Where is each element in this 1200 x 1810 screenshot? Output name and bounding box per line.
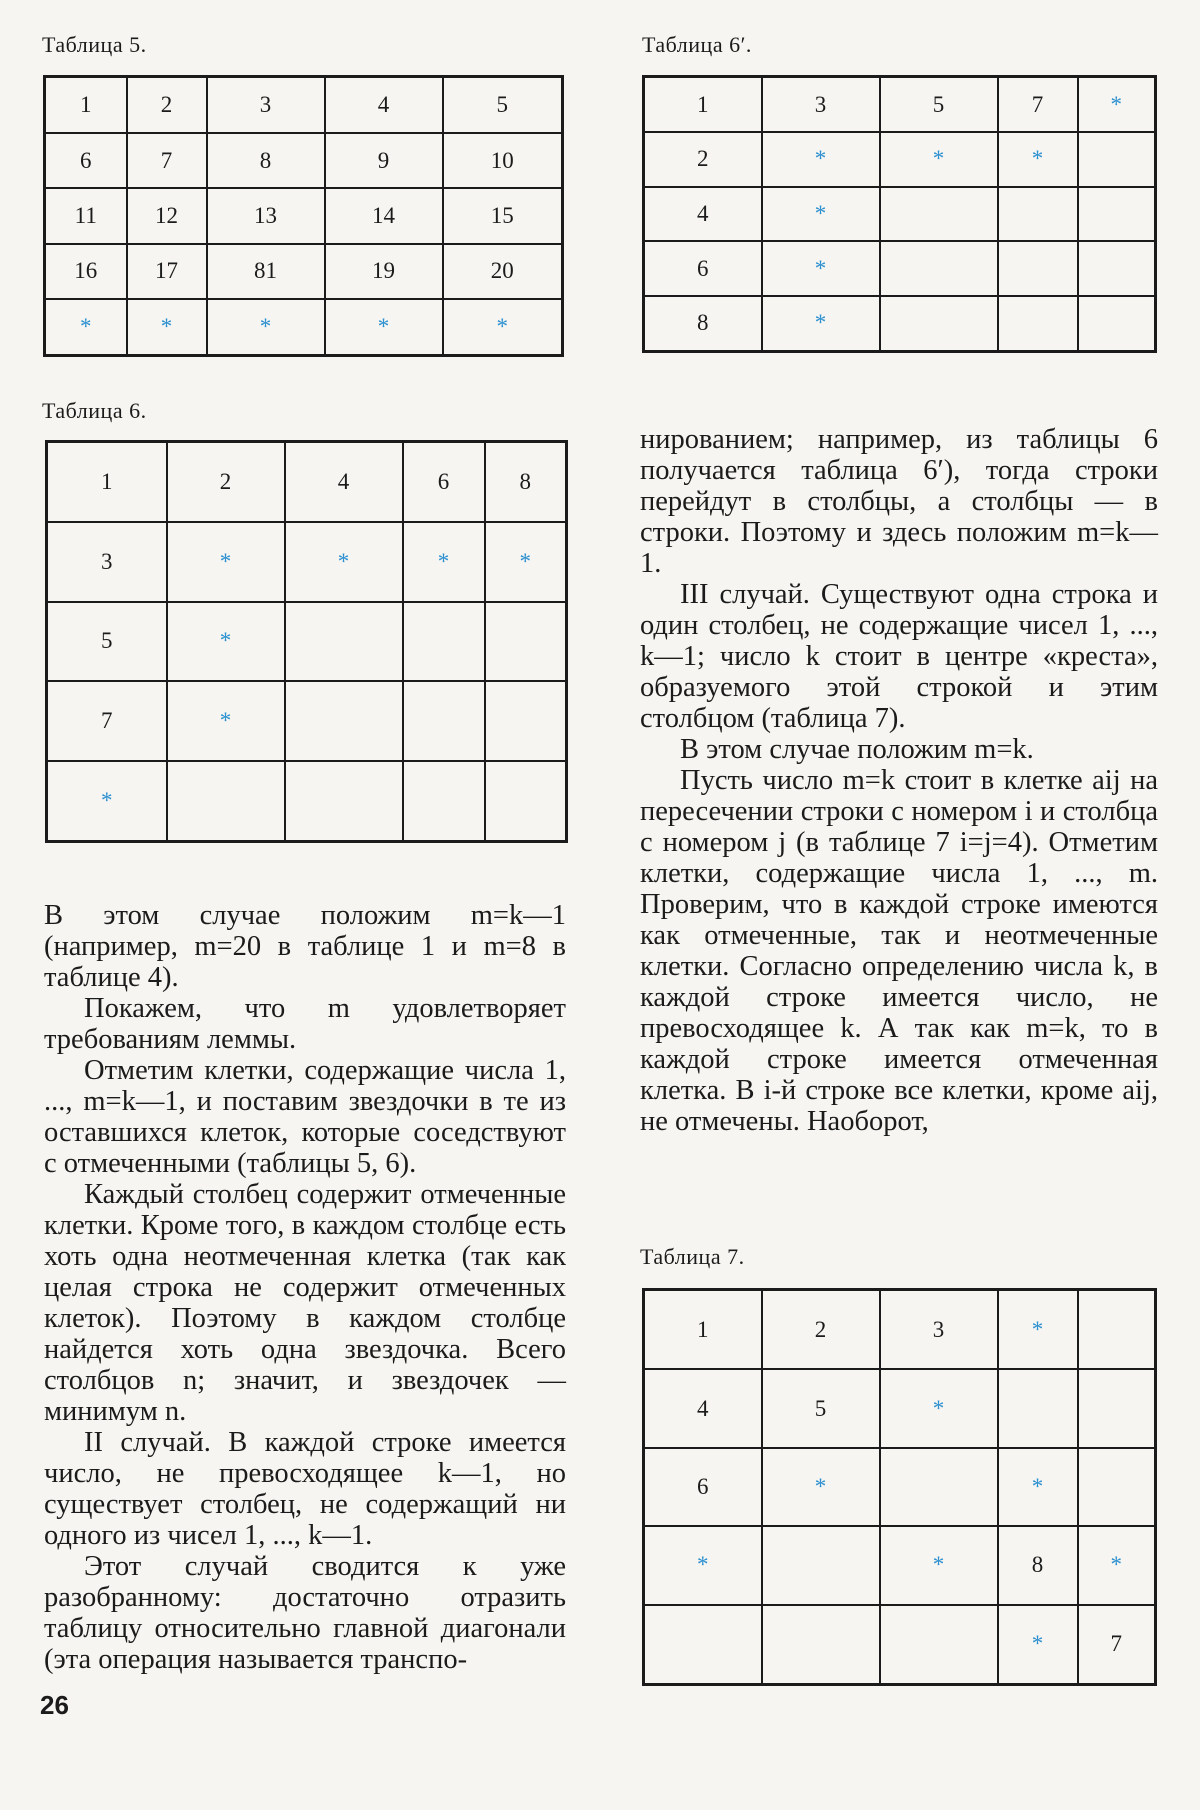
table-5: [43, 75, 564, 357]
table-cell: 8: [485, 442, 567, 523]
table-row: [47, 761, 567, 842]
table-row: [47, 681, 567, 760]
table-cell: [285, 602, 403, 681]
table-cell: [167, 761, 285, 842]
left-column-text: [44, 900, 566, 1675]
table-cell: *: [45, 299, 127, 355]
table-row: [47, 602, 567, 681]
table-cell: [998, 187, 1078, 242]
table-cell: 12: [127, 188, 207, 243]
table-cell: *: [998, 1448, 1078, 1526]
table-cell: [880, 1448, 998, 1526]
table-cell: [880, 241, 998, 296]
table-row: [644, 132, 1156, 187]
table-cell: 3: [47, 522, 167, 601]
table-cell: *: [762, 296, 880, 352]
table-row: [644, 187, 1156, 242]
table-cell: 19: [325, 244, 443, 299]
table-6-prime: [642, 75, 1157, 353]
table-row: [47, 442, 567, 523]
table-cell: *: [403, 522, 485, 601]
table-cell: [1078, 1290, 1156, 1370]
table-cell: 16: [45, 244, 127, 299]
table-cell: 4: [325, 77, 443, 133]
table-cell: *: [880, 1369, 998, 1447]
table-cell: *: [47, 761, 167, 842]
table-cell: *: [998, 132, 1078, 187]
table-cell: *: [880, 132, 998, 187]
table-cell: [485, 681, 567, 760]
table-cell: [998, 241, 1078, 296]
table-cell: 81: [207, 244, 325, 299]
table-cell: 6: [644, 1448, 762, 1526]
table-row: [644, 1605, 1156, 1685]
table-cell: *: [207, 299, 325, 355]
table-cell: *: [127, 299, 207, 355]
table-cell: 13: [207, 188, 325, 243]
table-cell: 3: [880, 1290, 998, 1370]
table-cell: *: [167, 522, 285, 601]
table-cell: [285, 681, 403, 760]
table-cell: 5: [47, 602, 167, 681]
table-cell: 6: [403, 442, 485, 523]
table-cell: [998, 1369, 1078, 1447]
table-cell: *: [762, 187, 880, 242]
table-cell: 20: [443, 244, 563, 299]
paragraph: Этот случай сводится к уже разобранному: достаточно отразить таблицу относительно главной диагонали (эта операция называется транспо-: [44, 1551, 566, 1675]
table-cell: *: [998, 1290, 1078, 1370]
page-number: 26: [40, 1690, 69, 1720]
table-row: [644, 1448, 1156, 1526]
table-6: [45, 440, 568, 843]
paragraph: В этом случае положим m=k—1 (например, m=20 в таблице 1 и m=8 в таблице 4).: [44, 900, 566, 993]
table-cell: [1078, 132, 1156, 187]
table-cell: *: [1078, 77, 1156, 133]
right-column-text: [640, 424, 1158, 1137]
table-cell: 2: [127, 77, 207, 133]
table-cell: [644, 1605, 762, 1685]
table-cell: 7: [1078, 1605, 1156, 1685]
table-cell: [1078, 1448, 1156, 1526]
table-cell: 7: [47, 681, 167, 760]
table-row: [47, 522, 567, 601]
table-cell: 1: [644, 1290, 762, 1370]
table-row: [644, 241, 1156, 296]
table-cell: 3: [207, 77, 325, 133]
table-cell: *: [762, 132, 880, 187]
table-row: [644, 1290, 1156, 1370]
table-cell: 17: [127, 244, 207, 299]
table-cell: 8: [998, 1526, 1078, 1604]
table-row: [45, 133, 563, 188]
table-cell: [880, 1605, 998, 1685]
table-cell: [403, 602, 485, 681]
paragraph: III случай. Существуют одна строка и один столбец, не содержащие чисел 1, ..., k—1; число k стоит в центре «креста», образуемого этой строкой и этим столбцом (таблица 7).: [640, 579, 1158, 734]
table-cell: 8: [644, 296, 762, 352]
table-cell: [485, 602, 567, 681]
paragraph: Покажем, что m удовлетворяет требованиям леммы.: [44, 993, 566, 1055]
caption-table-6: Таблица 6.: [42, 398, 147, 423]
table-cell: 5: [762, 1369, 880, 1447]
table-cell: [403, 681, 485, 760]
caption-table-6-prime: Таблица 6′.: [642, 32, 752, 57]
table-row: [45, 244, 563, 299]
paragraph: Каждый столбец содержит отмеченные клетки. Кроме того, в каждом столбце есть хоть одна неотмеченная клетка (так как целая строка не содержит отмеченных клеток). Поэтому в каждом столбце найдется хоть одна звездочка. Всего столбцов n; значит, и звездочек — минимум n.: [44, 1179, 566, 1427]
table-cell: 5: [880, 77, 998, 133]
paragraph: В этом случае положим m=k.: [680, 734, 1034, 765]
table-7: [642, 1288, 1157, 1686]
paragraph: Отметим клетки, содержащие числа 1, ..., m=k—1, и поставим звездочки в те из оставшихся клеток, которые соседствуют с отмеченными (таблицы 5, 6).: [44, 1055, 566, 1179]
table-cell: *: [443, 299, 563, 355]
table-cell: *: [285, 522, 403, 601]
table-cell: [285, 761, 403, 842]
table-cell: 2: [167, 442, 285, 523]
table-cell: [1078, 1369, 1156, 1447]
table-cell: 9: [325, 133, 443, 188]
table-cell: 1: [47, 442, 167, 523]
table-cell: [1078, 187, 1156, 242]
table-cell: 11: [45, 188, 127, 243]
table-cell: *: [880, 1526, 998, 1604]
table-cell: *: [167, 602, 285, 681]
table-cell: 7: [127, 133, 207, 188]
table-cell: *: [485, 522, 567, 601]
paragraph: II случай. В каждой строке имеется число, не превосходящее k—1, но существует столбец, не содержащий ни одного из чисел 1, ..., k—1.: [44, 1427, 566, 1551]
table-cell: [403, 761, 485, 842]
table-cell: [880, 296, 998, 352]
table-row: [644, 1526, 1156, 1604]
table-cell: *: [167, 681, 285, 760]
table-cell: [880, 187, 998, 242]
table-cell: 4: [285, 442, 403, 523]
table-cell: 2: [762, 1290, 880, 1370]
table-row: [644, 77, 1156, 133]
table-cell: [998, 296, 1078, 352]
table-cell: 6: [644, 241, 762, 296]
table-cell: 15: [443, 188, 563, 243]
paragraph: Пусть число m=k стоит в клетке aij на пересечении строки с номером i и столбца с номером j (в таблице 7 i=j=4). Отметим клетки, содержащие числа 1, ..., m. Проверим, что в каждой строке имеются как отмеченные, так и неотмеченные клетки. Согласно определению числа k, в каждой строке имеется число, не превосходящее k. А так как m=k, то в каждой строке имеется отмеченная клетка. В i-й строке все клетки, кроме aij, не отмечены. Наоборот,: [640, 765, 1158, 1137]
table-cell: *: [325, 299, 443, 355]
table-row: [45, 188, 563, 243]
table-row: [644, 296, 1156, 352]
table-cell: *: [1078, 1526, 1156, 1604]
caption-table-7: Таблица 7.: [640, 1244, 745, 1269]
table-cell: *: [762, 241, 880, 296]
table-cell: 3: [762, 77, 880, 133]
table-cell: [485, 761, 567, 842]
paragraph: нированием; например, из таблицы 6 получается таблица 6′), тогда строки перейдут в столбцы, а столбцы — в строки. Поэтому и здесь положим m=k—1.: [640, 424, 1158, 579]
table-cell: [1078, 296, 1156, 352]
table-cell: 4: [644, 1369, 762, 1447]
table-cell: 4: [644, 187, 762, 242]
table-row: [644, 1369, 1156, 1447]
table-cell: 1: [45, 77, 127, 133]
table-cell: 10: [443, 133, 563, 188]
table-cell: 14: [325, 188, 443, 243]
table-row: [45, 299, 563, 355]
table-cell: 7: [998, 77, 1078, 133]
table-cell: *: [998, 1605, 1078, 1685]
table-cell: [1078, 241, 1156, 296]
caption-table-5: Таблица 5.: [42, 32, 147, 57]
table-cell: 1: [644, 77, 762, 133]
table-cell: [762, 1605, 880, 1685]
table-cell: 8: [207, 133, 325, 188]
table-cell: *: [762, 1448, 880, 1526]
table-cell: 5: [443, 77, 563, 133]
table-cell: 6: [45, 133, 127, 188]
table-cell: [762, 1526, 880, 1604]
table-cell: *: [644, 1526, 762, 1604]
table-cell: 2: [644, 132, 762, 187]
table-row: [45, 77, 563, 133]
